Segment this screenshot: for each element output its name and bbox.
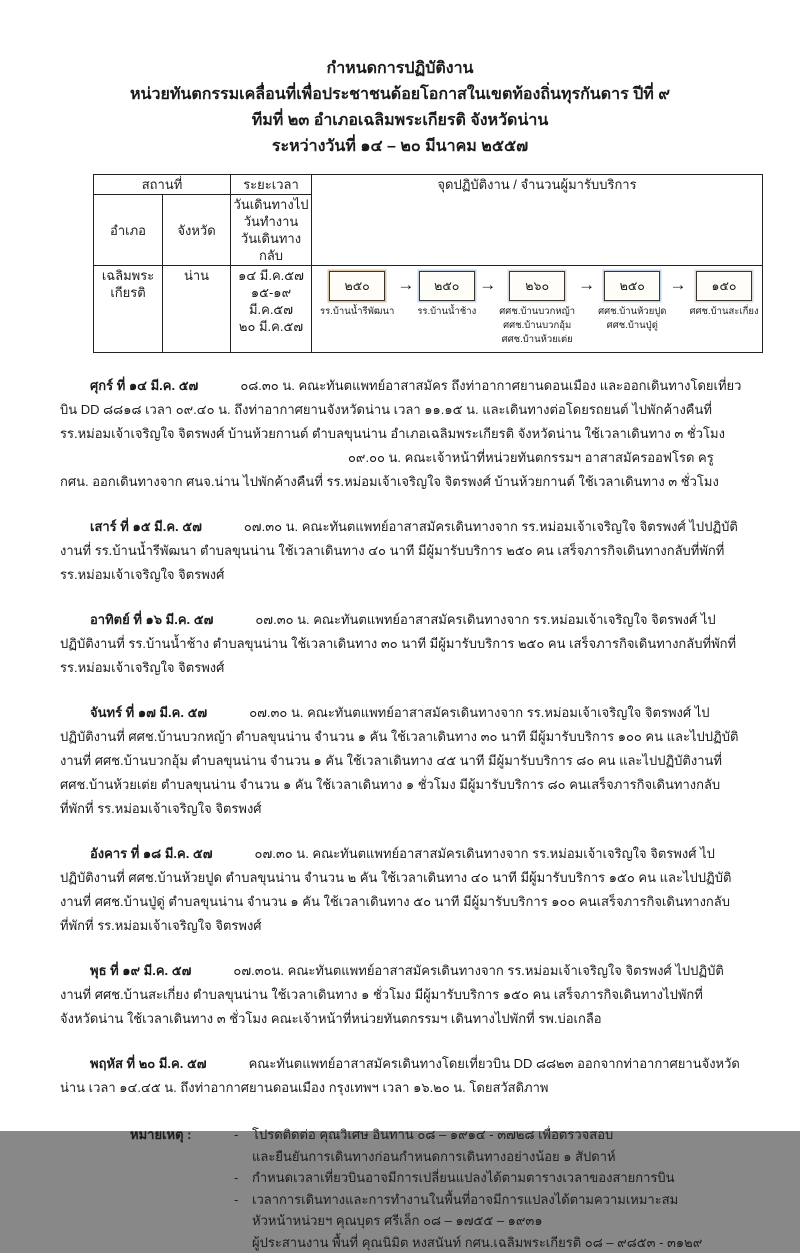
header-duration-sub — [231, 195, 312, 266]
flow-stop-4 — [598, 271, 666, 333]
schedule-wednesday-19 — [60, 959, 742, 1031]
day-heading: จันทร์ ที่ ๑๗ มี.ค. ๕๗ — [90, 705, 207, 720]
day-body: ๐๗.๓๐น. คณะทันตแพทย์อาสาสมัครเดินทางจาก รร.หม่อมเจ้าเจริญใจ จิตรพงศ์ ไปปฏิบัติงานที่ ศศช.บ้านสะเกี่ยง ตำบลขุนน่าน ใช้เวลาเดินทาง ๑ ชั่วโมง มีผู้มารับบริการ ๑๕๐ คน เสร็จภารกิจเดินทางไปพักที่ จังหวัดน่าน ใช้เวลาเดินทาง ๓ ชั่วโมง คณะเจ้าหน้าที่หน่วยทันตกรรมฯ เดินทางไปพักที่ รพ.บ่อเกลือ — [60, 963, 724, 1026]
note-line: กำหนดเวลาเที่ยวบินอาจมีการเปลี่ยนแปลงได้ตามตารางเวลาของสายการบิน — [252, 1167, 760, 1189]
schedule-paragraphs — [60, 374, 742, 1100]
notes-spacer — [234, 1210, 252, 1232]
district-line-1: เฉลิมพระ — [96, 267, 160, 284]
bullet-dash: - — [234, 1189, 252, 1211]
cell-district — [94, 266, 163, 353]
duration-line-work: วันทำงาน — [233, 213, 309, 230]
stop-label: ศศช.บ้านสะเกี่ยง — [689, 305, 758, 319]
day-body: ๐๗.๓๐ น. คณะทันตแพทย์อาสาสมัครเดินทางจาก รร.หม่อมเจ้าเจริญใจ จิตรพงศ์ ไปปฏิบัติงานที่ รร.บ้านน้ำรีพัฒนา ตำบลขุนน่าน ใช้เวลาเดินทาง ๔๐ นาที มีผู้มารับบริการ ๒๕๐ คน เสร็จภารกิจเดินทางกลับที่พักที่ รร.หม่อมเจ้าเจริญใจ จิตรพงศ์ — [60, 519, 738, 582]
day-body: ๐๙.๐๐ น. คณะเจ้าหน้าที่หน่วยทันตกรรมฯ อาสาสมัครออฟโรด ครู กศน. ออกเดินทางจาก ศนจ.น่าน ไปพักค้างคืนที่ รร.หม่อมเจ้าเจริญใจ จิตรพงศ์ บ้านห้วยกานต์ ใช้เวลาเดินทาง ๓ ชั่วโมง — [60, 450, 719, 489]
header-location: สถานที่ — [94, 175, 231, 195]
day-body: ๐๘.๓๐ น. คณะทันตแพทย์อาสาสมัคร ถึงท่าอากาศยานดอนเมือง และออกเดินทางโดยเที่ยวบิน DD ๘๘๑๘ เวลา ๐๙.๔๐ น. ถึงท่าอากาศยานจังหวัดน่าน เวลา ๑๑.๑๕ น. และเดินทางต่อโดยรถยนต์ ไปพักค้างคืนที่ รร.หม่อมเจ้าเจริญใจ จิตรพงศ์ บ้านห้วยกานต์ ตำบลขุนน่าน อำเภอเฉลิมพระเกียรติ จังหวัดน่าน ใช้เวลาเดินทาง ๓ ชั่วโมง — [60, 378, 741, 441]
day-heading: ศุกร์ ที่ ๑๔ มี.ค. ๕๗ — [90, 378, 198, 393]
cell-province: น่าน — [163, 266, 231, 353]
notes-spacer — [130, 1232, 234, 1253]
bullet-dash: - — [234, 1124, 252, 1146]
arrow-right-icon: → — [397, 271, 414, 299]
notes-spacer — [234, 1232, 252, 1253]
notes-spacer — [130, 1146, 234, 1168]
stop-label: รร.บ้านน้ำรีพัฒนา — [320, 305, 394, 319]
date-return: ๒๐ มี.ค.๕๗ — [233, 318, 309, 335]
document-title-block — [0, 0, 800, 160]
day-body: ๐๗.๓๐ น. คณะทันตแพทย์อาสาสมัครเดินทางจาก รร.หม่อมเจ้าเจริญใจ จิตรพงศ์ ไปปฏิบัติงานที่ รร.บ้านน้ำช้าง ตำบลขุนน่าน ใช้เวลาเดินทาง ๓๐ นาที มีผู้มารับบริการ ๒๕๐ คน เสร็จภารกิจเดินทางกลับที่พักที่ รร.หม่อมเจ้าเจริญใจ จิตรพงศ์ — [60, 612, 736, 675]
district-line-2: เกียรติ — [96, 284, 160, 301]
stop-label: รร.บ้านน้ำช้าง — [417, 305, 476, 319]
title-line-3: ทีมที่ ๒๓ อำเภอเฉลิมพระเกียรติ จังหวัดน่าน — [0, 108, 800, 134]
stop-label: ศศช.บ้านปู่ดู่ — [607, 319, 658, 333]
day-heading: อังคาร ที่ ๑๘ มี.ค. ๕๗ — [90, 846, 213, 861]
note-line: ผู้ประสานงาน พื้นที่ คุณนิมิต หงสนันท์ กศน.เฉลิมพระเกียรติ ๐๘ – ๙๘๕๓ - ๓๑๒๙ — [252, 1232, 760, 1253]
note-line: หัวหน้าหน่วยฯ คุณบุตร ศรีเล็ก ๐๘ – ๑๗๕๕ – ๑๙๓๑ — [252, 1210, 760, 1232]
patient-count-box: ๑๕๐ — [696, 271, 752, 301]
schedule-monday-17 — [60, 701, 742, 821]
day-heading: เสาร์ ที่ ๑๕ มี.ค. ๕๗ — [90, 519, 202, 534]
arrow-right-icon: → — [479, 271, 496, 299]
day-body: ๐๗.๓๐ น. คณะทันตแพทย์อาสาสมัครเดินทางจาก รร.หม่อมเจ้าเจริญใจ จิตรพงศ์ ไปปฏิบัติงานที่ ศศช.บ้านห้วยปูด ตำบลขุนน่าน จำนวน ๒ คัน ใช้เวลาเดินทาง ๔๐ นาที มีผู้มารับบริการ ๑๕๐ คน และไปปฏิบัติงานที่ ศศช.บ้านปู่ดู่ ตำบลขุนน่าน จำนวน ๑ คัน ใช้เวลาเดินทาง ๕๐ นาที มีผู้มารับบริการ ๑๐๐ คนเสร็จภารกิจเดินทางกลับที่พักที่ รร.หม่อมเจ้าเจริญใจ จิตรพงศ์ — [60, 846, 731, 933]
day-heading: พฤหัส ที่ ๒๐ มี.ค. ๕๗ — [90, 1056, 207, 1071]
stop-label: ศศช.บ้านบวกหญ้า — [499, 305, 575, 319]
bullet-dash: - — [234, 1167, 252, 1189]
schedule-saturday-15 — [60, 515, 742, 587]
header-duration: ระยะเวลา — [231, 175, 312, 195]
stop-label: ศศช.บ้านห้วยปูด — [598, 305, 666, 319]
notes-spacer — [130, 1210, 234, 1232]
patient-count-box: ๒๕๐ — [329, 271, 385, 301]
day-heading: พุธ ที่ ๑๙ มี.ค. ๕๗ — [90, 963, 191, 978]
schedule-table — [93, 174, 763, 353]
cell-dates — [231, 266, 312, 353]
title-line-4: ระหว่างวันที่ ๑๔ – ๒๐ มีนาคม ๒๕๕๗ — [0, 134, 800, 160]
schedule-friday-14-staff — [60, 446, 742, 494]
day-body: คณะทันตแพทย์อาสาสมัครเดินทางโดยเที่ยวบิน DD ๘๘๒๓ ออกจากท่าอากาศยานจังหวัดน่าน เวลา ๑๔.๔๕ น. ถึงท่าอากาศยานดอนเมือง กรุงเทพฯ เวลา ๑๖.๒๐ น. โดยสวัสดิภาพ — [60, 1056, 740, 1095]
header-district: อำเภอ — [94, 195, 163, 266]
notes-spacer — [130, 1189, 234, 1211]
header-province: จังหวัด — [163, 195, 231, 266]
date-go: ๑๔ มี.ค.๕๗ — [233, 267, 309, 284]
flow-stop-1 — [320, 271, 394, 319]
duration-line-return: วันเดินทางกลับ — [233, 230, 309, 264]
service-flow-diagram — [312, 266, 762, 349]
note-line: และยืนยันการเดินทางก่อนกำหนดการเดินทางอย่างน้อย ๑ สัปดาห์ — [252, 1146, 760, 1168]
patient-count-box: ๒๖๐ — [509, 271, 565, 301]
stop-label: ศศช.บ้านบวกอุ้ม — [503, 319, 571, 333]
note-line: โปรดติดต่อ คุณวิเศษ อินทาน ๐๘ – ๑๙๑๔ - ๓๗๒๘ เพื่อตรวจสอบ — [252, 1124, 760, 1146]
day-body: ๐๗.๓๐ น. คณะทันตแพทย์อาสาสมัครเดินทางจาก รร.หม่อมเจ้าเจริญใจ จิตรพงศ์ ไปปฏิบัติงานที่ ศศช.บ้านบวกหญ้า ตำบลขุนน่าน จำนวน ๑ คัน ใช้เวลาเดินทาง ๓๐ นาที มีผู้มารับบริการ ๑๐๐ คน และไปปฏิบัติงานที่ ศศช.บ้านบวกอุ้ม ตำบลขุนน่าน จำนวน ๑ คัน ใช้เวลาเดินทาง ๔๕ นาที มีผู้มารับบริการ ๘๐ คน และไปปฏิบัติงานที่ ศศช.บ้านห้วยเต่ย ตำบลขุนน่าน จำนวน ๑ คัน ใช้เวลาเดินทาง ๑ ชั่วโมง มีผู้มารับบริการ ๘๐ คนเสร็จภารกิจเดินทางกลับที่พักที่ รร.หม่อมเจ้าเจริญใจ จิตรพงศ์ — [60, 705, 738, 816]
header-service-points: จุดปฏิบัติงาน / จำนวนผู้มารับบริการ — [312, 175, 763, 266]
arrow-right-icon: → — [578, 271, 595, 299]
schedule-sunday-16 — [60, 608, 742, 680]
notes-section — [130, 1124, 760, 1253]
schedule-thursday-20 — [60, 1052, 742, 1100]
patient-count-box: ๒๕๐ — [419, 271, 475, 301]
notes-spacer — [234, 1146, 252, 1168]
schedule-tuesday-18 — [60, 842, 742, 938]
flow-stop-2 — [417, 271, 476, 319]
notes-spacer — [130, 1167, 234, 1189]
stop-label: ศศช.บ้านห้วยเต่ย — [502, 333, 573, 347]
day-heading: อาทิตย์ ที่ ๑๖ มี.ค. ๕๗ — [90, 612, 213, 627]
cell-service-flow — [312, 266, 763, 353]
flow-stop-3 — [499, 271, 575, 347]
duration-line-go: วันเดินทางไป — [233, 196, 309, 213]
date-work: ๑๕-๑๙ มี.ค.๕๗ — [233, 284, 309, 318]
note-line: เวลาการเดินทางและการทำงานในพื้นที่อาจมีการแปลงได้ตามความเหมาะสม — [252, 1189, 760, 1211]
title-line-1: กำหนดการปฏิบัติงาน — [0, 56, 800, 82]
notes-label: หมายเหตุ : — [130, 1124, 234, 1146]
schedule-friday-14 — [60, 374, 742, 446]
title-line-2: หน่วยทันตกรรมเคลื่อนที่เพื่อประชาชนด้อยโอกาสในเขตท้องถิ่นทุรกันดาร ปีที่ ๙ — [0, 82, 800, 108]
patient-count-box: ๒๕๐ — [604, 271, 660, 301]
arrow-right-icon: → — [669, 271, 686, 299]
flow-stop-5 — [689, 271, 758, 319]
